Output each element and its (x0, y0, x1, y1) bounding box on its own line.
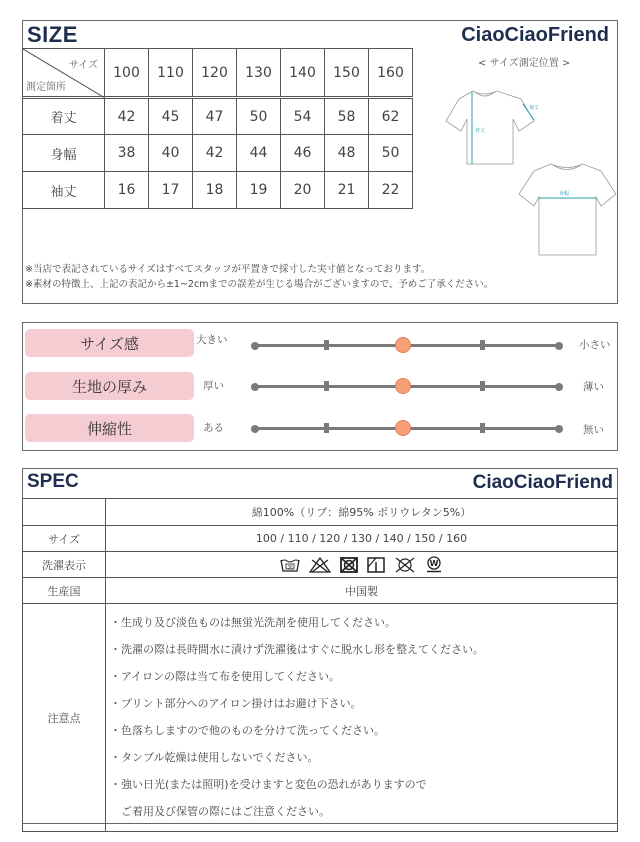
caution-item: ・アイロンの際は当て布を使用してください。 (110, 670, 341, 683)
spec-key: サイズ (23, 526, 106, 552)
table-cell: 44 (237, 135, 281, 172)
size-header-row (23, 49, 413, 98)
scale-tick (480, 423, 485, 433)
fit-left-label: 大きい (196, 334, 228, 346)
spec-row-material (23, 499, 618, 526)
table-cell: 42 (105, 98, 149, 135)
table-cell: 22 (369, 172, 413, 209)
table-cell: 18 (193, 172, 237, 209)
row-label: 着丈 (23, 98, 105, 135)
table-cell: 62 (369, 98, 413, 135)
svg-text:W: W (429, 558, 439, 568)
scale-tick (324, 340, 329, 350)
table-cell: 47 (193, 98, 237, 135)
table-cell: 50 (237, 98, 281, 135)
table-row (23, 98, 413, 135)
size-note: ※当店で表記されているサイズはすべてスタッフが平置きで採寸した実寸値となっております。 (25, 264, 431, 275)
scale-end-dot (251, 383, 259, 391)
shirt-measurement-diagram (421, 71, 617, 261)
size-table (22, 48, 413, 209)
size-col-header: 130 (237, 49, 281, 98)
caution-list (106, 604, 618, 832)
table-cell: 54 (281, 98, 325, 135)
tshirt-back-icon (519, 164, 616, 255)
table-cell: 46 (281, 135, 325, 172)
spec-row-cautions (23, 604, 618, 832)
scale-end-dot (251, 342, 259, 350)
size-col-header: 160 (369, 49, 413, 98)
spec-key (23, 499, 106, 526)
caution-item: ご着用及び保管の際にはご注意ください。 (110, 805, 330, 818)
fit-row-stretch (23, 409, 617, 449)
size-col-header: 150 (325, 49, 369, 98)
caution-item: ・洗濯の際は長時間水に漬けず洗濯後はすぐに脱水し形を整えてください。 (110, 643, 484, 656)
table-cell: 17 (149, 172, 193, 209)
fit-right-label: 無い (583, 424, 604, 436)
table-cell: 19 (237, 172, 281, 209)
spec-row-origin (23, 578, 618, 604)
scale-tick (480, 340, 485, 350)
table-cell: 38 (105, 135, 149, 172)
table-cell: 42 (193, 135, 237, 172)
spec-row-wash (23, 552, 618, 578)
scale-tick (324, 381, 329, 391)
row-label: 袖丈 (23, 172, 105, 209)
fit-marker (395, 337, 411, 353)
caution-item: ・生成り及び淡色ものは無蛍光洗剤を使用してください。 (110, 616, 396, 629)
scale-tick (480, 381, 485, 391)
size-title: SIZE (27, 22, 78, 47)
size-col-header: 120 (193, 49, 237, 98)
fit-row-size (23, 326, 617, 366)
size-note: ※素材の特徴上、上記の表記から±1~2cmまでの誤差が生じる場合がございますので、予めご了承ください。 (25, 279, 494, 290)
fit-marker (395, 378, 411, 394)
table-cell: 20 (281, 172, 325, 209)
no-dry-clean-icon (394, 557, 416, 573)
wash-icons (280, 556, 443, 574)
spec-key: 生産国 (23, 578, 106, 604)
spec-value-material: 綿100%（リブ：綿95% ポリウレタン5%） (106, 499, 618, 526)
no-tumble-dry-icon (340, 557, 358, 573)
fit-label: 生地の厚み (25, 372, 194, 400)
brand-name: CiaoCiaoFriend (461, 24, 609, 46)
fit-label: サイズ感 (25, 329, 194, 357)
wash-30-icon (280, 558, 300, 572)
brand-name: CiaoCiaoFriend (472, 472, 613, 493)
fit-right-label: 小さい (579, 339, 611, 351)
table-cell: 21 (325, 172, 369, 209)
caution-item: ・タンブル乾燥は使用しないでください。 (110, 751, 319, 764)
table-cell: 50 (369, 135, 413, 172)
spec-table (22, 498, 618, 832)
scale-end-dot (251, 425, 259, 433)
no-bleach-icon (309, 557, 331, 573)
caution-item: ・色落ちしますので他のものを分けて洗ってください。 (110, 724, 385, 737)
fit-section (22, 322, 618, 451)
table-cell: 58 (325, 98, 369, 135)
scale-tick (324, 423, 329, 433)
svg-text:30: 30 (287, 563, 293, 569)
fit-right-label: 薄い (583, 381, 604, 393)
spec-value-sizes: 100 / 110 / 120 / 130 / 140 / 150 / 160 (106, 526, 618, 552)
caution-item: ・プリント部分へのアイロン掛けはお避け下さい。 (110, 697, 362, 710)
size-col-header: 140 (281, 49, 325, 98)
fit-row-thickness (23, 367, 617, 407)
spec-title: SPEC (27, 471, 79, 492)
size-col-header: 110 (149, 49, 193, 98)
measure-position-label: < サイズ測定位置 > (478, 58, 571, 69)
spec-row-size (23, 526, 618, 552)
table-row (23, 135, 413, 172)
fit-marker (395, 420, 411, 436)
sleeve-label: 袖丈 (529, 105, 540, 111)
spec-value-wash (106, 552, 618, 578)
table-cell: 45 (149, 98, 193, 135)
wet-clean-icon (425, 556, 443, 574)
line-dry-shade-icon (367, 557, 385, 573)
table-cell: 16 (105, 172, 149, 209)
fit-label: 伸縮性 (25, 414, 194, 442)
spec-key: 洗濯表示 (23, 552, 106, 578)
scale-end-dot (555, 342, 563, 350)
spec-value-origin: 中国製 (106, 578, 618, 604)
corner-top-label: サイズ (68, 60, 98, 71)
tshirt-front-icon (446, 91, 534, 164)
fit-left-label: 厚い (203, 380, 224, 392)
scale-end-dot (555, 425, 563, 433)
spec-key: 注意点 (23, 604, 106, 832)
caution-item: ・強い日光(または照明)を受けますと変色の恐れがありますので (110, 778, 427, 791)
spec-section (22, 468, 618, 824)
fit-left-label: ある (203, 422, 224, 434)
corner-bottom-label: 測定箇所 (26, 82, 66, 93)
length-label: 着丈 (475, 128, 486, 134)
table-row (23, 172, 413, 209)
width-label: 身幅 (559, 191, 570, 197)
table-cell: 40 (149, 135, 193, 172)
size-col-header: 100 (105, 49, 149, 98)
table-cell: 48 (325, 135, 369, 172)
corner-cell (23, 49, 105, 98)
row-label: 身幅 (23, 135, 105, 172)
size-section (22, 20, 618, 304)
scale-end-dot (555, 383, 563, 391)
